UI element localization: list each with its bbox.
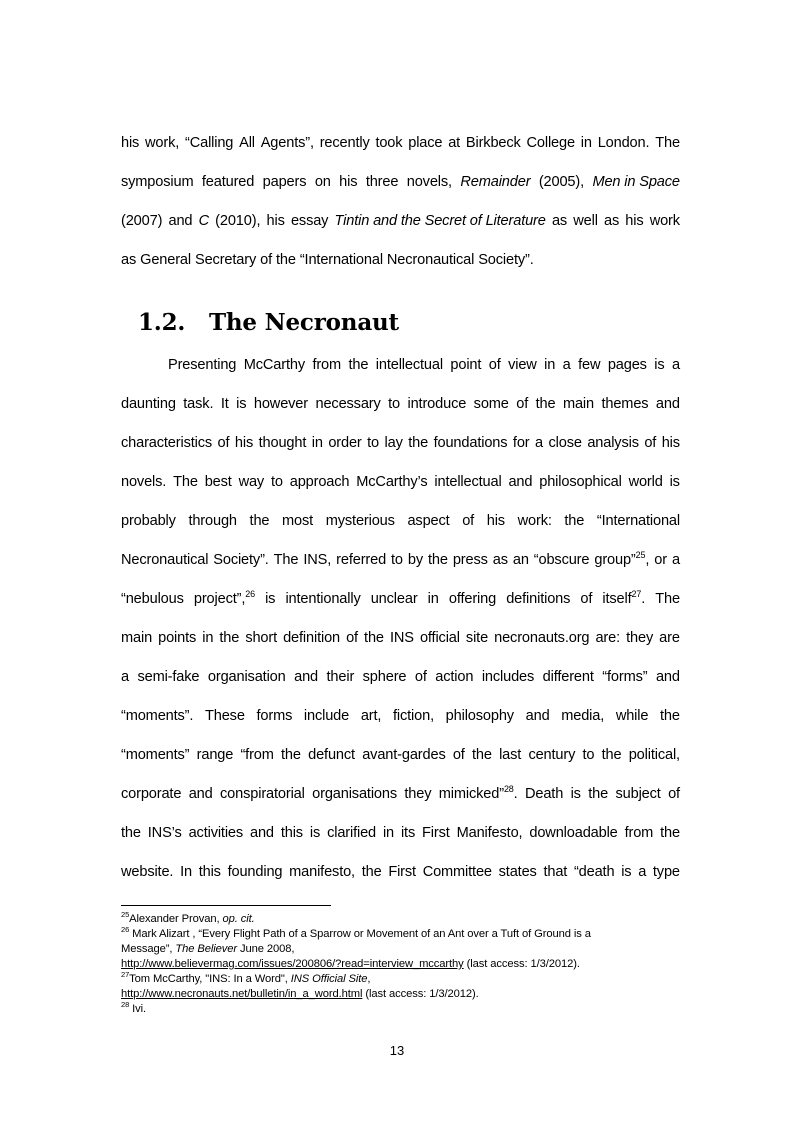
- text-line: his work, “Calling All Agents”, recently took place at Birkbeck College in London. The: [121, 135, 680, 151]
- footnote-26-cont: Message”, The Believer June 2008,: [121, 943, 295, 955]
- text-line: symposium featured papers on his three novels, Remainder (2005), Men in Space: [121, 174, 680, 190]
- page-number: 13: [389, 1043, 405, 1058]
- footnote-separator: [121, 905, 331, 906]
- footnote-26-link[interactable]: http://www.believermag.com/issues/200806/?read=interview_mccarthy: [121, 958, 464, 970]
- text-line: characteristics of his thought in order to lay the foundations for a close analysis of his: [121, 435, 680, 451]
- text-line: (2007) and C (2010), his essay Tintin and the Secret of Literature as well as his work: [121, 213, 680, 229]
- footnote-27-link[interactable]: http://www.necronauts.net/bulletin/in_a_word.html: [121, 988, 363, 1000]
- footnote-25: $^{25}$Alexander Provan, op. cit.: [121, 910, 255, 925]
- text-line: main points in the short definition of the INS official site necronauts.org are: they are: [121, 630, 680, 646]
- text-line: “moments” range “from the defunct avant-gardes of the last century to the political,: [121, 747, 680, 763]
- text-line: a semi-fake organisation and their sphere of action includes different “forms” and: [121, 669, 680, 685]
- section-number: 1.2.: [138, 309, 186, 336]
- section-heading: [138, 309, 399, 336]
- text-line: as General Secretary of the “International Necronautical Society”.: [121, 252, 534, 268]
- text-line: novels. The best way to approach McCarthy’s intellectual and philosophical world is: [121, 474, 680, 490]
- section-title: The Necronaut: [209, 309, 399, 336]
- footnote-28: $^{28}$ Ivi.: [121, 1000, 147, 1015]
- text-line: probably through the most mysterious aspect of his work: the “International: [121, 513, 680, 529]
- footnote-26: $^{26}$ Mark Alizart , “Every Flight Path of a Sparrow or Movement of an Ant over a Tuft of Ground is a: [121, 925, 591, 940]
- footnote-26-url-line: http://www.believermag.com/issues/200806/?read=interview_mccarthy (last access: 1/3/2012).: [121, 958, 580, 970]
- footnote-27-url-line: http://www.necronauts.net/bulletin/in_a_word.html (last access: 1/3/2012).: [121, 988, 479, 1000]
- text-line: the INS’s activities and this is clarified in its First Manifesto, downloadable from the: [121, 825, 680, 841]
- text-line: corporate and conspiratorial organisations they mimicked”$^{28}$. Death is the subject of: [121, 784, 680, 802]
- text-line: “moments”. These forms include art, fiction, philosophy and media, while the: [121, 708, 680, 724]
- text-line: website. In this founding manifesto, the First Committee states that “death is a type: [121, 864, 680, 880]
- text-line: daunting task. It is however necessary to introduce some of the main themes and: [121, 396, 680, 412]
- text-line: “nebulous project”,$^{26}$ is intentionally unclear in offering definitions of itself$^{27}$. The: [121, 589, 680, 607]
- text-line: Presenting McCarthy from the intellectual point of view in a few pages is a: [168, 357, 680, 373]
- text-line: Necronautical Society”. The INS, referred to by the press as an “obscure group”$^{25}$, or a: [121, 550, 680, 568]
- footnote-27: $^{27}$Tom McCarthy, "INS: In a Word", INS Official Site,: [121, 970, 371, 985]
